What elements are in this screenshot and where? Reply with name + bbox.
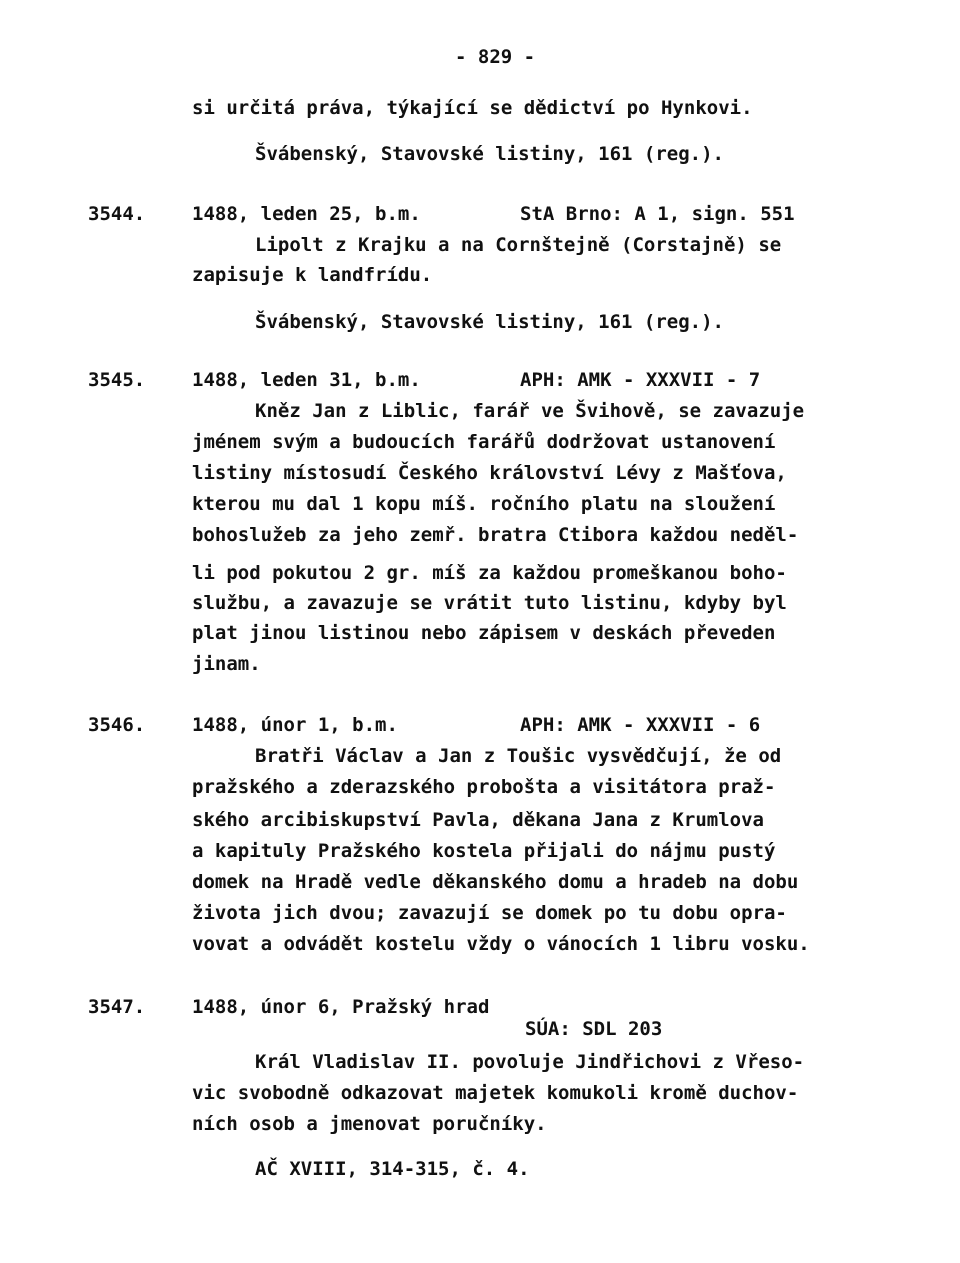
entry-reference: AČ XVIII, 314-315, č. 4.	[255, 1158, 530, 1180]
entry-text-line: bohoslužeb za jeho zemř. bratra Ctibora každou neděl-	[192, 524, 799, 546]
entry-text-line: plat jinou listinou nebo zápisem v deskách převeden	[192, 622, 776, 644]
entry-number: 3544.	[88, 203, 146, 225]
entry-source: SÚA: SDL 203	[525, 1018, 663, 1040]
entry-date-place: 1488, únor 1, b.m.	[192, 714, 398, 736]
entry-text-line: kterou mu dal 1 kopu míš. ročního platu na sloužení	[192, 493, 776, 515]
entry-text-line: vovat a odvádět kostelu vždy o vánocích 1 libru vosku.	[192, 933, 810, 955]
entry-text-line: života jich dvou; zavazují se domek po tu dobu opra-	[192, 902, 787, 924]
continuation-reference: Švábenský, Stavovské listiny, 161 (reg.).	[255, 143, 724, 165]
entry-text-line: službu, a zavazuje se vrátit tuto listinu, kdyby byl	[192, 592, 787, 614]
continuation-text-line: si určitá práva, týkající se dědictví po Hynkovi.	[192, 97, 753, 119]
entry-source: StA Brno: A 1, sign. 551	[520, 203, 795, 225]
entry-number: 3547.	[88, 996, 146, 1018]
entry-text-line: pražského a zderazského probošta a visitátora praž-	[192, 776, 776, 798]
entry-text-line: jinam.	[192, 653, 261, 675]
entry-date-place: 1488, leden 31, b.m.	[192, 369, 421, 391]
entry-text-line: Král Vladislav II. povoluje Jindřichovi z Vřeso-	[255, 1051, 805, 1073]
entry-text-line: Kněz Jan z Liblic, farář ve Švihově, se zavazuje	[255, 400, 805, 422]
entry-text-line: ského arcibiskupství Pavla, děkana Jana z Krumlova	[192, 809, 764, 831]
entry-date-place: 1488, únor 6, Pražský hrad	[192, 996, 490, 1018]
entry-text-line: vic svobodně odkazovat majetek komukoli kromě duchov-	[192, 1082, 799, 1104]
entry-text-line: Bratři Václav a Jan z Toušic vysvědčují, že od	[255, 745, 782, 767]
entry-text-line: zapisuje k landfrídu.	[192, 264, 433, 286]
entry-date-place: 1488, leden 25, b.m.	[192, 203, 421, 225]
entry-reference: Švábenský, Stavovské listiny, 161 (reg.).	[255, 311, 724, 333]
entry-text-line: listiny místosudí Českého království Lévy z Mašťova,	[192, 462, 787, 484]
entry-text-line: li pod pokutou 2 gr. míš za každou promeškanou boho-	[192, 562, 787, 584]
entry-text-line: domek na Hradě vedle děkanského domu a hradeb na dobu	[192, 871, 799, 893]
entry-text-line: a kapituly Pražského kostela přijali do nájmu pustý	[192, 840, 776, 862]
page-number: - 829 -	[455, 46, 536, 68]
entry-text-line: jménem svým a budoucích farářů dodržovat ustanovení	[192, 431, 776, 453]
entry-source: APH: AMK - XXXVII - 6	[520, 714, 761, 736]
entry-text-line: Lipolt z Krajku a na Cornštejně (Corstajně) se	[255, 234, 782, 256]
entry-source: APH: AMK - XXXVII - 7	[520, 369, 761, 391]
entry-number: 3545.	[88, 369, 146, 391]
entry-text-line: ních osob a jmenovat poručníky.	[192, 1113, 547, 1135]
entry-number: 3546.	[88, 714, 146, 736]
